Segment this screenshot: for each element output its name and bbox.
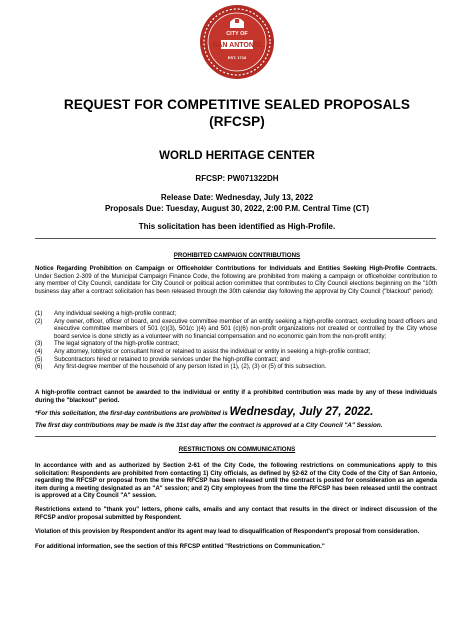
release-date: Release Date: Wednesday, July 13, 2022 (160, 193, 314, 202)
prohibited-section-heading: PROHIBITED CAMPAIGN CONTRIBUTIONS (173, 252, 301, 259)
notice-bold-text: Notice Regarding Prohibition on Campaign or Officeholder Contributions for Individuals and Entities Seeking High-Profile Contracts. (35, 265, 437, 272)
seal-est-text: EST. 1718 (227, 55, 247, 60)
prohibited-list (35, 310, 437, 371)
seal-top-text: CITY OF (226, 31, 248, 37)
restrictions-paragraph-1: In accordance with and as authorized by Section 2-61 of the City Code, the following restrictions on communications apply to this solicitation: Respondents are prohibited from contacting 1) City officials, as defined by §2-62 of the City Code of the City of San Antonio, regarding the RFCSP or proposal from the time the RFCSP has been released until the contract is posted for consideration as an agenda item during a meeting designated as an "A" session; and 2) City employees from the time the RFCSP has been released until the contract is approved at a City Council "A" session. (35, 462, 437, 500)
last-day-notice: The first day contributions may be made is the 31st day after the contract is approved at a City Council "A" Session. (35, 422, 383, 429)
title-line-1: REQUEST FOR COMPETITIVE SEALED PROPOSALS (63, 97, 411, 112)
title-line-2: (RFCSP) (209, 114, 265, 129)
restrictions-paragraph-2: Restrictions extend to "thank you" letters, phone calls, emails and any contact that results in the direct or indirect discussion of the RFCSP and/or proposal submitted by Respondent. (35, 506, 437, 521)
list-item: (6) Any first-degree member of the household of any person listed in (1), (2), (3) or (5) of this subsection. (35, 363, 327, 371)
project-name: WORLD HERITAGE CENTER (159, 150, 315, 162)
proposals-due: Proposals Due: Tuesday, August 30, 2022, 2:00 P.M. Central Time (CT) (104, 203, 370, 213)
rfcsp-number: RFCSP: PW071322DH (195, 174, 279, 183)
restrictions-paragraph-3: Violation of this provision by Respondent and/or its agent may lead to disqualification of Respondent's proposal from consideration. (35, 528, 420, 535)
restrictions-paragraph-4: For additional information, see the section of this RFCSP entitled "Restrictions on Communication." (35, 543, 325, 550)
document-title (20, 96, 454, 130)
list-item: (4) Any attorney, lobbyist or consultant hired or retained to assist the individual or entity in seeking a high-profile contract; (35, 347, 371, 355)
first-day-notice: *For this solicitation, the first-day contributions are prohibited is Wednesday, July 27, 2022. (35, 406, 374, 418)
restrictions-section-heading: RESTRICTIONS ON COMMUNICATIONS (178, 446, 296, 453)
list-item: (2) Any owner, officer, officer of board, and executive committee member of an entity seeking a high-profile contract, excluding board officers and executive committee members of 501 (c)(3), 501(c )(4) and 501 (c)(6) non-profit organizations not created or controlled by the City whose board service is done strictly as a volunteer with no financial compensation and no economic gain from the non-profit entity; (35, 317, 437, 340)
list-item: (1) Any individual seeking a high-profile contract; (35, 310, 177, 317)
list-item: (3) The legal signatory of the high-profile contract; (35, 340, 180, 348)
campaign-notice-paragraph (35, 265, 437, 295)
list-item: (5) Subcontractors hired or retained to provide services under the high-profile contract; and (35, 355, 290, 363)
divider (35, 238, 436, 239)
city-seal-logo (199, 4, 275, 80)
dates-block (20, 193, 454, 214)
seal-main-text: SAN ANTONIO (212, 42, 262, 50)
divider (35, 436, 436, 437)
first-day-date: Wednesday, July 27, 2022. (229, 406, 374, 418)
blackout-warning: A high-profile contract cannot be awarded to the individual or entity if a prohibited contribution was made by any of these individuals during the "blackout" period. (35, 389, 437, 404)
notice-body-text: Under Section 2-309 of the Municipal Campaign Finance Code, the following are prohibited from making a campaign or officeholder contribution to any member of City Council, candidate for City Council or political action committee that contributes to City Council elections beginning on the "10th business day after a contract solicitation has been released through the 30th calendar day following the approval by City Council ("blackout" period): (35, 272, 437, 295)
high-profile-notice: This solicitation has been identified as High-Profile. (138, 222, 336, 231)
